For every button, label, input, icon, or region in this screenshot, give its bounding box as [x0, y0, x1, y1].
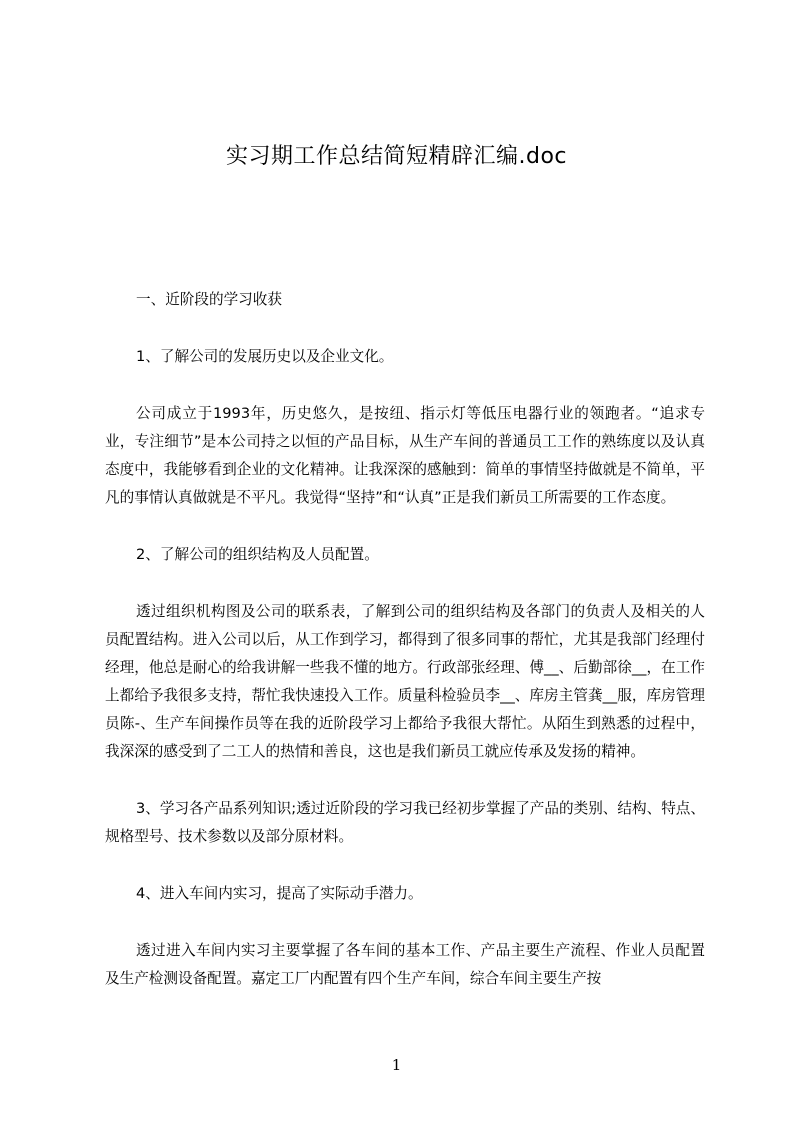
paragraph-product-knowledge: 3、学习各产品系列知识;透过近阶段的学习我已经初步掌握了产品的类别、结构、特点、规格型号、技术参数以及部分原材料。	[105, 800, 705, 845]
page-number: 1	[391, 1056, 402, 1074]
paragraph-company-culture: 公司成立于1993年，历史悠久，是按纽、指示灯等低压电器行业的领跑者。“追求专业，专注细节”是本公司持之以恒的产品目标，从生产车间的普通员工工作的熟练度以及认真态度中，我能够看到企业的文化精神。让我深深的感触到：简单的事情坚持做就是不简单，平凡的事情认真做就是不平凡。我觉得“坚持”和“认真”正是我们新员工所需要的工作态度。	[105, 405, 705, 506]
subheading-workshop-internship: 4、进入车间内实习，提高了实际动手潜力。	[136, 885, 423, 902]
document-body	[105, 286, 705, 993]
section-heading: 一、近阶段的学习收获	[136, 291, 282, 308]
paragraph-workshop-internship: 透过进入车间内实习主要掌握了各车间的基本工作、产品主要生产流程、作业人员配置及生产检测设备配置。嘉定工厂内配置有四个生产车间，综合车间主要生产按	[105, 942, 705, 987]
subheading-company-history: 1、了解公司的发展历史以及企业文化。	[136, 348, 394, 365]
subheading-org-structure: 2、了解公司的组织结构及人员配置。	[136, 546, 379, 563]
paragraph-org-structure: 透过组织机构图及公司的联系表，了解到公司的组织结构及各部门的负责人及相关的人员配置结构。进入公司以后，从工作到学习，都得到了很多同事的帮忙，尤其是我部门经理付经理，他总是耐心的给我讲解一些我不懂的地方。行政部张经理、傅__、后勤部徐__，在工作上都给予我很多支持，帮忙我快速投入工作。质量科检验员李__、库房主管龚__服，库房管理员陈-、生产车间操作员等在我的近阶段学习上都给予我很大帮忙。从陌生到熟悉的过程中，我深深的感受到了二工人的热情和善良，这也是我们新员工就应传承及发扬的精神。	[105, 603, 705, 760]
document-title: 实习期工作总结简短精辟汇编.doc	[225, 144, 567, 169]
